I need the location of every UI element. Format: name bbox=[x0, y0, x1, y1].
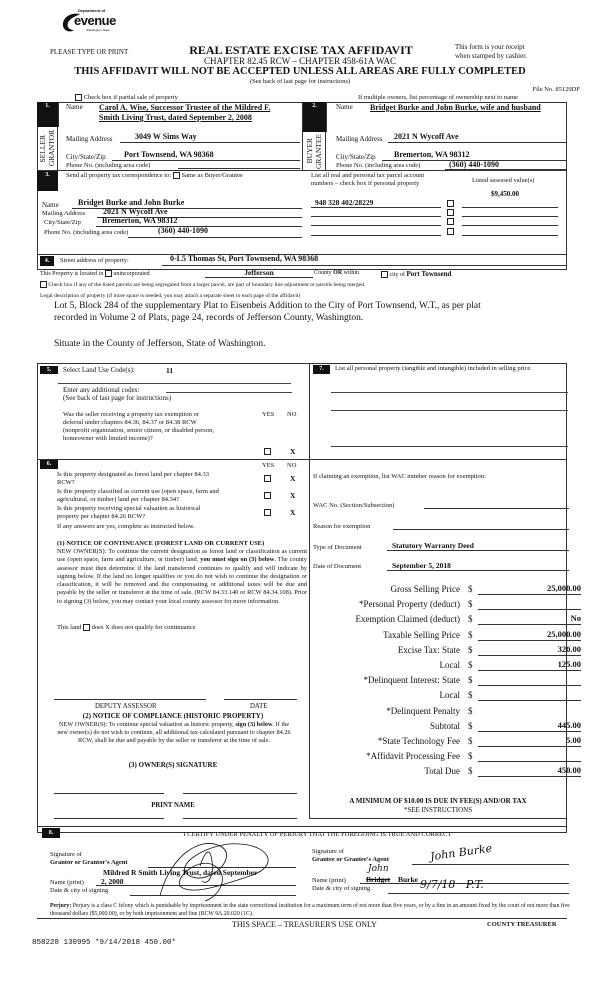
city-checkbox[interactable] bbox=[381, 271, 388, 278]
buyer-phone-label: Phone No. (including area code) bbox=[336, 162, 421, 169]
fee-row bbox=[305, 582, 595, 598]
does-qualify-checkbox[interactable] bbox=[83, 624, 90, 631]
dor-logo bbox=[60, 8, 120, 38]
legal-description-3: Situate in the County of Jefferson, State of Washington. bbox=[54, 339, 266, 349]
notice1-text-a: NEW OWNER(S): To continue the current designation as forest land or classification as current use (open space, farm and agriculture, or timber) land, bbox=[57, 548, 307, 564]
fee-value-field[interactable]: 125.00 bbox=[478, 659, 581, 671]
partial-sale-row bbox=[75, 94, 178, 101]
exemption-q-2: deferral under chapters 84.36, 84.37 or 84.38 RCW bbox=[63, 419, 197, 426]
grantee-name-label: Name (print) bbox=[312, 877, 346, 884]
fees-bottom-line bbox=[309, 818, 567, 819]
personal-property-line-1[interactable] bbox=[331, 392, 568, 393]
section-6-number: 6. bbox=[40, 460, 58, 469]
grantee-date-label: Date & city of signing bbox=[312, 885, 371, 892]
corr-name-field[interactable]: Bridget Burke and John Burke bbox=[72, 198, 302, 209]
owner-sig-line-1[interactable] bbox=[54, 793, 164, 794]
does-label: does bbox=[91, 624, 104, 631]
grantor-sig-label-2: Grantor or Grantor's Agent bbox=[50, 859, 128, 866]
grantee-name-handwritten: John bbox=[368, 864, 389, 874]
fee-currency: $ bbox=[468, 584, 473, 594]
notice1-text-bold: you must sign on (3) below bbox=[200, 556, 275, 564]
fee-currency: $ bbox=[468, 690, 473, 700]
within-text: within bbox=[342, 270, 360, 276]
exemption-no-mark[interactable]: X bbox=[290, 447, 296, 456]
personal-property-checkbox[interactable] bbox=[447, 218, 454, 225]
corr-mailing-field[interactable]: 2021 N Wycoff Ave bbox=[97, 207, 302, 218]
seller-name-label: Name bbox=[66, 103, 83, 111]
buyer-name-label: Name bbox=[336, 103, 353, 111]
fee-label: Gross Selling Price bbox=[390, 584, 460, 594]
print-name-label: PRINT NAME bbox=[151, 802, 195, 809]
corr-city-label: City/State/Zip bbox=[44, 219, 81, 226]
or-text: OR bbox=[333, 270, 343, 276]
logo-state-text: Washington State bbox=[86, 28, 110, 32]
s6-yes-checkbox[interactable] bbox=[264, 509, 271, 516]
fee-label: Local bbox=[439, 690, 460, 700]
corr-mailing-label: Mailing Address bbox=[42, 210, 86, 217]
unincorporated-label: unincorporated bbox=[113, 270, 150, 277]
s6-if-yes: If any answers are yes, complete as instructed below. bbox=[57, 523, 195, 530]
section-3-number: 3. bbox=[37, 171, 58, 191]
fee-label: *Personal Property (deduct) bbox=[359, 599, 460, 609]
seller-label: SELLER bbox=[38, 134, 47, 163]
fee-value-field[interactable]: 25,000.00 bbox=[478, 583, 581, 595]
logo-dept-text: Department of bbox=[78, 8, 106, 13]
this-land-label: This land bbox=[57, 624, 82, 631]
additional-codes-field[interactable] bbox=[166, 392, 292, 393]
notice1-title: (1) NOTICE OF CONTINUANCE (FOREST LAND OR CURRENT USE) bbox=[57, 540, 265, 547]
see-back-note: (See back of last page for instructions) bbox=[249, 78, 351, 85]
fee-value-field[interactable]: 25,000.00 bbox=[478, 629, 581, 641]
fee-currency: $ bbox=[468, 599, 473, 609]
personal-property-checkbox[interactable] bbox=[447, 200, 454, 207]
personal-property-label: List all personal property (tangible and intangible) included in selling price. bbox=[335, 365, 532, 372]
certification-statement: I CERTIFY UNDER PENALTY OF PERJURY THAT THE FOREGOING IS TRUE AND CORRECT bbox=[183, 831, 452, 838]
reason-field[interactable] bbox=[393, 521, 569, 530]
fee-label: Subtotal bbox=[429, 721, 460, 731]
fee-row bbox=[305, 643, 595, 659]
legal-description-2: recorded in Volume 2 of Plats, page 24, records of Jefferson County, Washington. bbox=[54, 313, 364, 323]
treasurer-space-label: THIS SPACE – TREASURER'S USE ONLY bbox=[232, 920, 377, 929]
assessor-date-line[interactable] bbox=[224, 699, 297, 700]
seller-num-border bbox=[58, 102, 59, 127]
multiple-owners-note: If multiple owners, list percentage of ownership next to name bbox=[358, 94, 518, 101]
s6-yes-header: YES bbox=[262, 462, 275, 469]
fee-currency: $ bbox=[468, 766, 473, 776]
doc-type-field[interactable]: Statutory Warranty Deed bbox=[387, 541, 569, 551]
correspondence-label: Send all property tax correspondence to: bbox=[66, 172, 172, 179]
land-use-code[interactable]: 11 bbox=[166, 366, 174, 375]
seller-phone-label: Phone No. (including area code) bbox=[66, 162, 151, 169]
segregated-row bbox=[40, 281, 365, 288]
fee-label: Excise Tax: State bbox=[397, 645, 460, 655]
seller-side-label bbox=[37, 127, 58, 170]
seller-mailing-label: Mailing Address bbox=[66, 135, 113, 143]
corr-phone-line bbox=[128, 237, 302, 238]
notice2-title: (2) NOTICE OF COMPLIANCE (HISTORIC PROPERTY) bbox=[82, 712, 264, 720]
personal-property-checkbox[interactable] bbox=[447, 209, 454, 216]
notice2-text-bold: sign (3) below bbox=[235, 721, 273, 728]
personal-property-line-3[interactable] bbox=[331, 446, 568, 447]
exemption-yes-checkbox[interactable] bbox=[264, 448, 271, 455]
segregated-checkbox[interactable] bbox=[40, 281, 47, 288]
continuance-row bbox=[57, 624, 196, 631]
city-value: Port Townsend bbox=[406, 270, 452, 278]
street-address-field[interactable]: 0-L5 Thomas St, Port Townsend, WA 98368 bbox=[162, 254, 567, 266]
county-or-label bbox=[314, 270, 359, 276]
treasurer-stamp: 858228 130995 *9/14/2018 450.00* bbox=[32, 939, 177, 947]
notice2-text-a: NEW OWNER(S): To continue special valuation as historic property, bbox=[58, 721, 236, 728]
grantor-name-label: Name (print) bbox=[50, 879, 84, 886]
exemption-q-3: (nonprofit organization, senior citizen, or disabled person, bbox=[63, 427, 214, 434]
perjury-text: Perjury is a class C felony which is punishable by imprisonment in the state correctional institution for a maximum term of not more than five years, or by a fine in an amount fixed by the court of not more than five thousand dollars ($5,000.00), or by both imprisonment and fine (RCW 9A.20.020 (1C). bbox=[50, 903, 570, 917]
grantor-date-label: Date & city of signing bbox=[50, 887, 109, 894]
county-treasurer-label: COUNTY TREASURER bbox=[487, 921, 557, 928]
notice2-body bbox=[56, 721, 292, 746]
exemption-q-1: Was the seller receiving a property tax exemption or bbox=[63, 411, 199, 418]
s6-question-line2: RCW? bbox=[57, 479, 75, 486]
seller-name-line-1: Carol A. Wise, Successor Trustee of the Mildred F. bbox=[99, 103, 271, 112]
fee-label: *Affidavit Processing Fee bbox=[366, 751, 460, 761]
fee-currency: $ bbox=[468, 706, 473, 716]
fee-row bbox=[305, 764, 595, 780]
section-5-number: 5. bbox=[40, 366, 58, 374]
fee-row bbox=[305, 612, 595, 628]
fee-label: Taxable Selling Price bbox=[383, 630, 460, 640]
fee-row bbox=[305, 658, 595, 674]
fee-value-field[interactable]: No bbox=[478, 613, 581, 625]
s6-question-line1: Is this property receiving special valuation as historical bbox=[57, 505, 201, 512]
perjury-label: Perjury: bbox=[50, 903, 72, 909]
corr-city-field[interactable]: Bremerton, WA 98312 bbox=[96, 216, 302, 227]
located-label: This Property is located in bbox=[40, 270, 104, 277]
wac-field[interactable] bbox=[424, 500, 569, 509]
does-not-label: X does not qualify for continuance bbox=[105, 624, 196, 631]
buyer-city-label: City/State/Zip bbox=[336, 153, 376, 161]
s6-question-line2: property per chapter 84.26 RCW? bbox=[57, 513, 146, 520]
notice2-text-b: . If the new owner(s) do not wish to continue, all additional tax calculated pursuant to chapter 84.26 RCW, shall be due and payable by the seller or transferor at the time of sale. bbox=[57, 721, 291, 745]
corr-name-label: Name bbox=[42, 201, 59, 209]
print-name-line-1[interactable] bbox=[54, 818, 164, 819]
same-as-buyer-checkbox[interactable] bbox=[173, 172, 180, 179]
form-warning: THIS AFFIDAVIT WILL NOT BE ACCEPTED UNLESS ALL AREAS ARE FULLY COMPLETED bbox=[74, 66, 526, 77]
additional-codes-note: (See back of last page for instructions) bbox=[63, 394, 172, 402]
street-label: Street address of property: bbox=[60, 257, 129, 264]
personal-property-line-2[interactable] bbox=[331, 410, 568, 411]
fee-value-field[interactable]: 450.00 bbox=[478, 765, 581, 777]
section-7-number: 7. bbox=[313, 365, 330, 374]
fee-value-field[interactable] bbox=[478, 705, 581, 717]
fee-row bbox=[305, 749, 595, 765]
fee-value-field[interactable] bbox=[478, 674, 581, 686]
grantor-sig-label-1: Signature of bbox=[50, 851, 82, 858]
grantee-name-struck: Bridget bbox=[366, 875, 391, 884]
buyer-side-label bbox=[303, 132, 326, 170]
fee-currency: $ bbox=[468, 751, 473, 761]
fee-currency: $ bbox=[468, 645, 473, 655]
fee-currency: $ bbox=[468, 675, 473, 685]
parcel-number-field[interactable]: 948 328 402/28229 bbox=[311, 198, 441, 208]
receipt-note-1: This form is your receipt bbox=[455, 43, 525, 51]
fee-currency: $ bbox=[468, 660, 473, 670]
legal-description-1: Lot 5, Block 284 of the supplementary Plat to Eisenbeis Addition to the City of Port Townsend, W.T., as per plat bbox=[54, 301, 481, 311]
additional-codes-label: Enter any additional codes: bbox=[63, 386, 140, 394]
reason-label: Reason for exemption bbox=[313, 523, 371, 530]
grantor-signature-scribble bbox=[150, 836, 290, 906]
section-1-number: 1. bbox=[37, 102, 58, 127]
seller-mailing-field[interactable]: 3049 W Sims Way bbox=[120, 132, 300, 143]
fee-currency: $ bbox=[468, 630, 473, 640]
minimum-fee-note: A MINIMUM OF $10.00 IS DUE IN FEE(S) AND/OR TAX bbox=[349, 797, 527, 805]
city-row bbox=[381, 270, 451, 278]
corr-phone-field[interactable]: (360) 440-1090 bbox=[158, 226, 208, 235]
form-title: REAL ESTATE EXCISE TAX AFFIDAVIT bbox=[189, 43, 413, 57]
fee-row bbox=[305, 673, 595, 689]
fee-currency: $ bbox=[468, 614, 473, 624]
assessed-value-label: Listed assessed value(s) bbox=[472, 177, 535, 184]
land-use-label: Select Land Use Code(s): bbox=[63, 366, 135, 374]
section-2-number: 2. bbox=[303, 102, 326, 132]
please-type-label: PLEASE TYPE OR PRINT bbox=[50, 48, 129, 56]
buyer-phone-field[interactable]: (360) 440-1090 bbox=[445, 160, 566, 170]
county-or-text: County bbox=[314, 270, 334, 276]
seller-name-line-2: Smith Living Trust, dated September 2, 2008 bbox=[99, 113, 252, 122]
grantee-signature: John Burke bbox=[429, 841, 493, 864]
grantee-sig-label-2: Grantee or Grantee's Agent bbox=[312, 856, 389, 863]
fee-value-field[interactable] bbox=[478, 598, 581, 610]
seller-city-label: City/State/Zip bbox=[66, 153, 106, 161]
buyer-mailing-label: Mailing Address bbox=[336, 135, 383, 143]
partial-sale-label: Check box if partial sale of property bbox=[83, 94, 178, 101]
fee-label: Total Due bbox=[424, 766, 460, 776]
assessed-value-field[interactable] bbox=[462, 226, 558, 236]
grantor-label: GRANTOR bbox=[47, 130, 56, 167]
fee-row bbox=[305, 628, 595, 644]
grantee-name-rest: Burke bbox=[398, 875, 419, 884]
s6-no-header: NO bbox=[287, 462, 297, 469]
assessed-value-field[interactable] bbox=[462, 216, 558, 226]
grantee-label: GRANTEE bbox=[314, 133, 323, 169]
buyer-name-field[interactable]: Bridget Burke and John Burke, wife and husband bbox=[370, 103, 541, 112]
fee-value-field[interactable]: 5.00 bbox=[478, 735, 581, 747]
s6-no-mark[interactable]: X bbox=[290, 491, 296, 500]
legal-label: Legal description of property (if more space is needed, you may attach a separate sheet to each page of the affidavit) bbox=[40, 293, 301, 299]
perjury-notice bbox=[50, 902, 570, 918]
fee-value-field[interactable] bbox=[478, 689, 581, 701]
fee-row bbox=[305, 719, 595, 735]
section5-bottom bbox=[37, 459, 309, 460]
fee-label: *Delinquent Penalty bbox=[386, 706, 460, 716]
buyer-num-border bbox=[326, 102, 327, 132]
see-instructions: *SEE INSTRUCTIONS bbox=[403, 806, 473, 814]
grantee-date-field[interactable] bbox=[388, 893, 569, 894]
corr-phone-label: Phone No. (including area code) bbox=[44, 229, 129, 236]
section-4-number: 4. bbox=[40, 256, 54, 266]
correspondence-row bbox=[66, 172, 243, 179]
s6-yes-checkbox[interactable] bbox=[264, 475, 271, 482]
section-8-number: 8. bbox=[42, 828, 60, 838]
section7-bottom bbox=[309, 459, 567, 460]
parcels-label-1: List all real and personal tax parcel account bbox=[311, 172, 425, 179]
fee-currency: $ bbox=[468, 736, 473, 746]
county-field[interactable]: Jefferson bbox=[205, 268, 313, 278]
exemption-q-4: homeowner with limited income)? bbox=[63, 435, 153, 442]
fee-label: *State Technology Fee bbox=[377, 736, 460, 746]
buyer-mailing-field[interactable]: 2021 N Wycoff Ave bbox=[388, 132, 566, 143]
fee-row bbox=[305, 704, 595, 720]
s6-yes-checkbox[interactable] bbox=[264, 492, 271, 499]
fee-value-field[interactable] bbox=[478, 750, 581, 762]
segregated-label: Check box if any of the listed parcels are being segregated from a larger parcel, are part of boundary line adjustment or parcels being merged. bbox=[48, 281, 366, 288]
s6-no-mark[interactable]: X bbox=[290, 508, 296, 517]
fee-row bbox=[305, 734, 595, 750]
logo-name-text: evenue bbox=[74, 13, 116, 28]
grantor-name-line-1: Mildred R Smith Living Trust, dated September bbox=[103, 868, 258, 877]
s6-no-mark[interactable]: X bbox=[290, 474, 296, 483]
assessor-date-label: DATE bbox=[250, 703, 268, 710]
fee-label: Local bbox=[439, 660, 460, 670]
unincorporated-checkbox[interactable] bbox=[105, 270, 112, 277]
land-use-yes-header: YES bbox=[262, 411, 275, 418]
s6-question-line1: Is this property classified as current use (open space, farm and bbox=[57, 488, 219, 495]
grantor-name-line-2: 2, 2008 bbox=[101, 877, 124, 886]
city-of-label: city of bbox=[389, 272, 405, 278]
grantee-date-handwritten: 9/7/18 P.T. bbox=[420, 878, 484, 891]
buyer-city-field[interactable]: Bremerton, WA 98312 bbox=[382, 150, 566, 161]
section8-top bbox=[37, 826, 567, 827]
seller-phone-field[interactable] bbox=[178, 160, 300, 169]
parcel-number-field[interactable] bbox=[311, 226, 441, 236]
parcel-number-field[interactable] bbox=[311, 216, 441, 226]
notice1-text-b: . The county assessor must then determine if the land transferred continues to qualify and will indicate by signing below. If the land no longer qualifies or you do not wish to continue the designation or classification, it will be removed and the compensating or additional taxes will be due and payable by the seller or transferor at the time of sale. (RCW 84.33.140 or RCW 84.34.108). Prior to signing (3) below, you may contact your local county assessor for more information. bbox=[57, 556, 307, 605]
same-as-buyer-label: Same as Buyer/Grantee bbox=[181, 172, 243, 179]
fee-currency: $ bbox=[468, 721, 473, 731]
fee-row bbox=[305, 597, 595, 613]
treasurer-divider bbox=[37, 918, 567, 919]
notice1-body bbox=[57, 548, 307, 606]
grantee-sig-label-1: Signature of bbox=[312, 848, 344, 855]
owner-signature-label: (3) OWNER(S) SIGNATURE bbox=[128, 761, 218, 769]
print-name-line-2[interactable] bbox=[183, 818, 297, 819]
wac-label: WAC No. (Section/Subsection) bbox=[313, 502, 395, 509]
deputy-assessor-label: DEPUTY ASSESSOR bbox=[95, 703, 157, 710]
fee-label: *Delinquent Interest: State bbox=[363, 675, 460, 685]
s6-question-line1: Is this property designated as forest land per chapter 84.33 bbox=[57, 471, 209, 478]
owner-sig-line-2[interactable] bbox=[183, 793, 297, 794]
partial-sale-checkbox[interactable] bbox=[75, 94, 82, 101]
land-use-line bbox=[58, 383, 291, 384]
fee-value-field[interactable]: 320.00 bbox=[478, 644, 581, 656]
seller-city-field[interactable]: Port Townsend, WA 98368 bbox=[112, 150, 300, 161]
fee-label: Exemption Claimed (deduct) bbox=[355, 614, 460, 624]
fee-value-field[interactable]: 445.00 bbox=[478, 720, 581, 732]
parcels-label-2: numbers – check box if personal property bbox=[311, 180, 420, 187]
doc-date-label: Date of Document bbox=[313, 563, 362, 570]
doc-date-field[interactable]: September 5, 2018 bbox=[387, 561, 569, 571]
grantee-signature-line[interactable] bbox=[412, 864, 569, 865]
file-number: File No. 85129DF bbox=[532, 86, 580, 93]
personal-property-checkbox[interactable] bbox=[447, 228, 454, 235]
deputy-assessor-line[interactable] bbox=[54, 699, 206, 700]
form-chapter: CHAPTER 82.45 RCW – CHAPTER 458-61A WAC bbox=[204, 56, 396, 66]
s6-question-line2: agricultural, or timber) land per chapter 84.34? bbox=[57, 496, 180, 503]
exemption-claim-label: If claiming an exemption, list WAC number reason for exemption: bbox=[313, 473, 486, 480]
doc-type-label: Type of Document bbox=[313, 544, 362, 551]
section3-divider bbox=[37, 170, 567, 171]
fee-row bbox=[305, 688, 595, 704]
land-use-no-header: NO bbox=[287, 411, 297, 418]
assessed-value-text: $9,450.00 bbox=[491, 190, 519, 198]
receipt-note-2: when stamped by cashier. bbox=[455, 52, 527, 60]
buyer-label: BUYER bbox=[305, 138, 314, 164]
